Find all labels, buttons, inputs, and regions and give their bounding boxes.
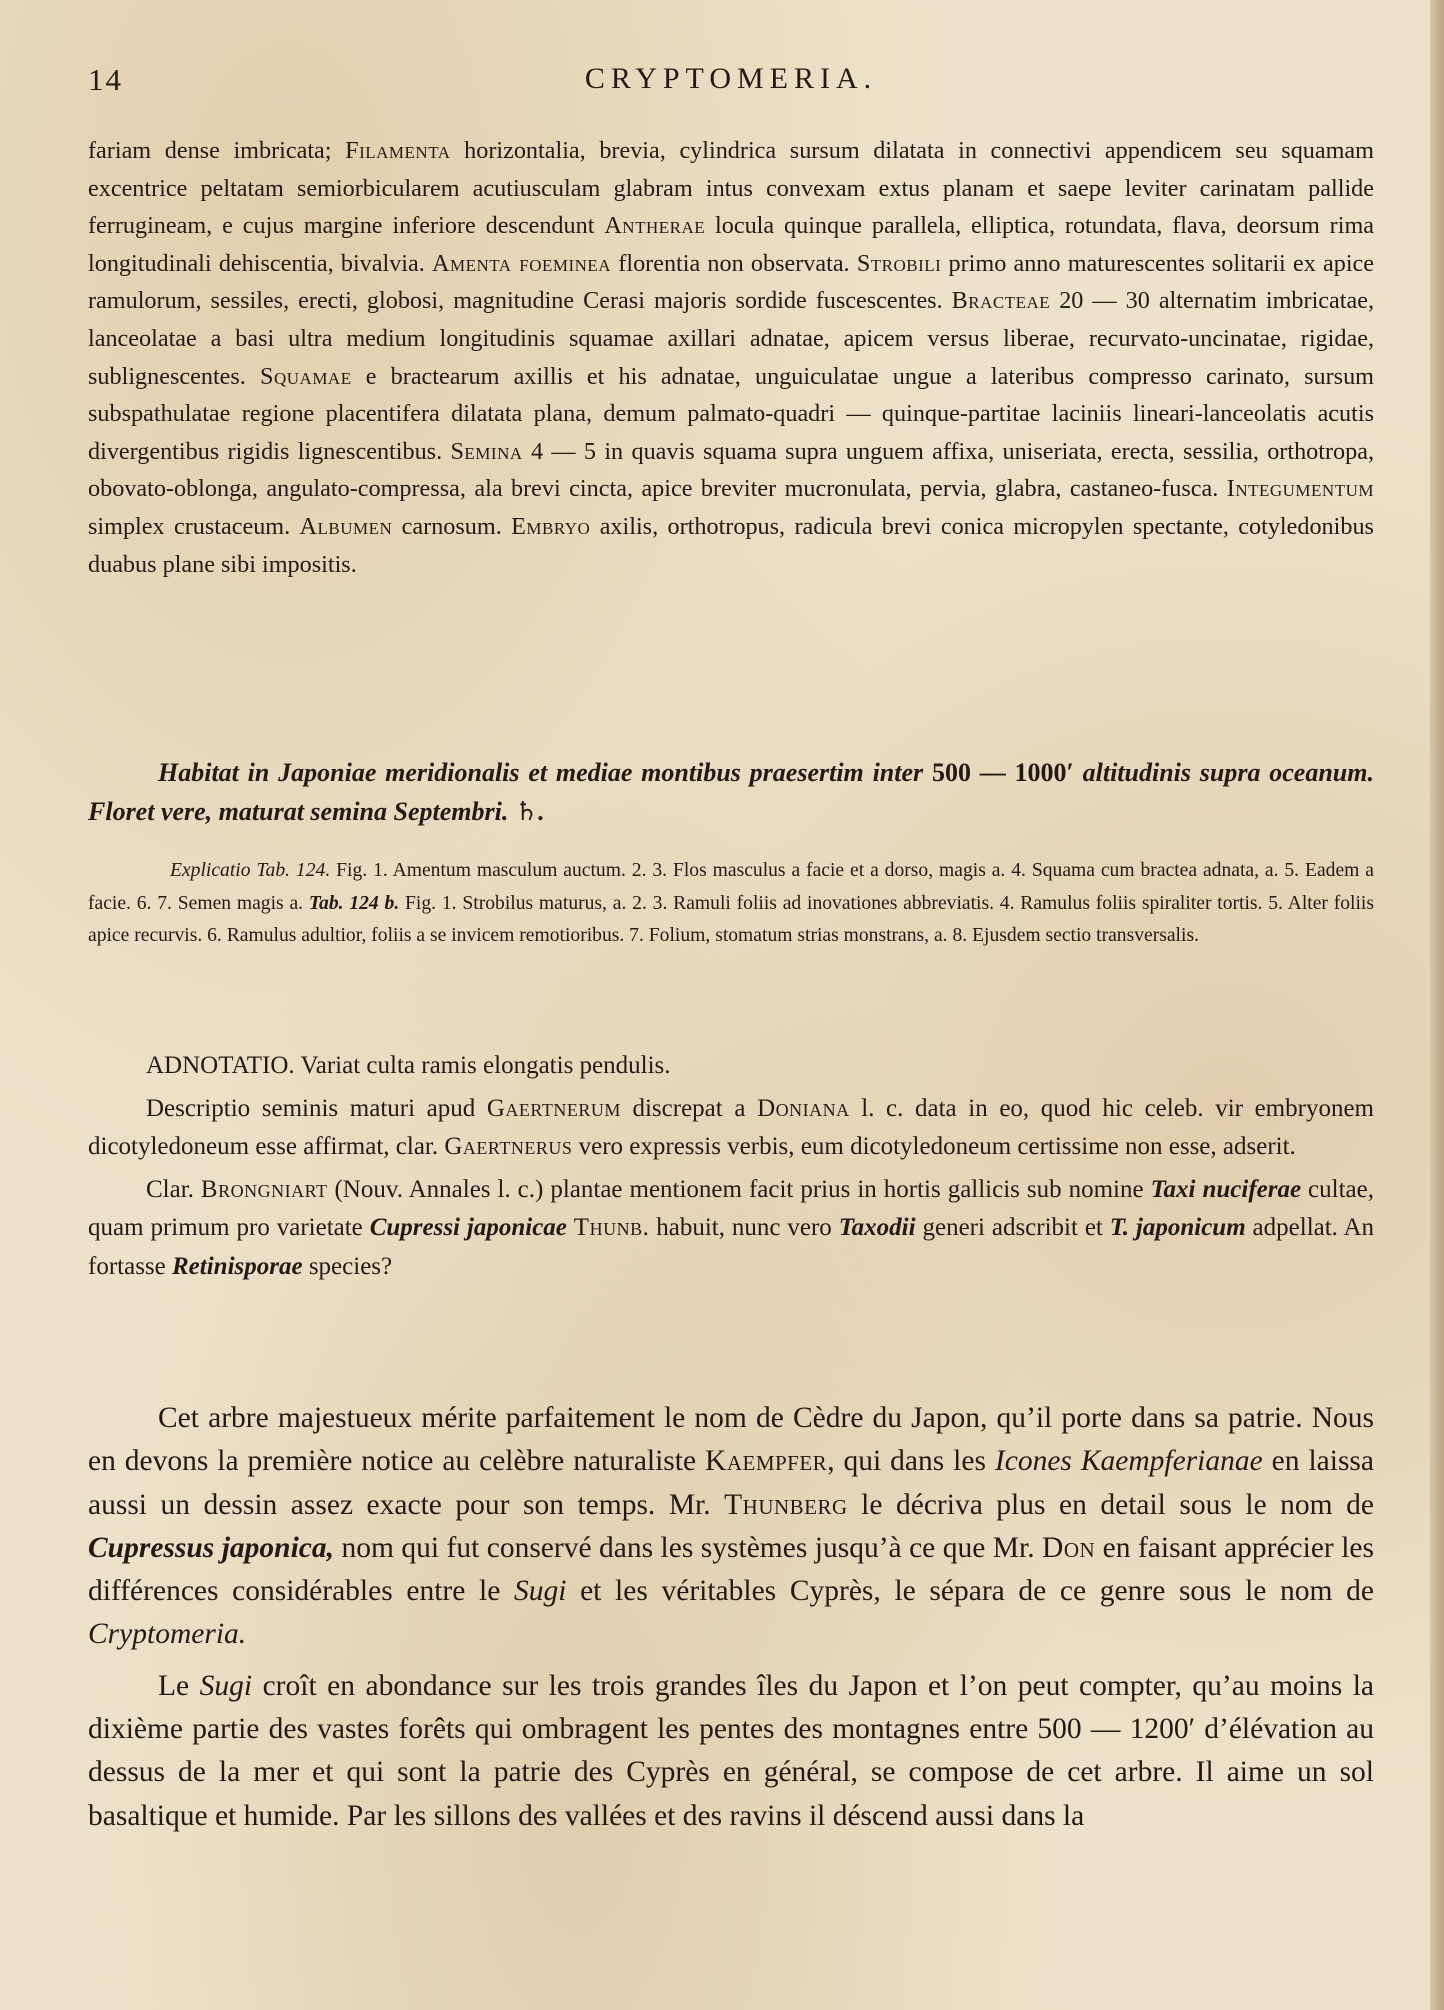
adnotatio-paragraph <box>88 1090 1374 1167</box>
adnotatio-paragraph <box>88 1171 1374 1287</box>
description-text: primo anno maturescentes solitarii ex apice ramulorum, sessiles, erecti, globosi, magnitudine Cerasi majoris sordide fuscescentes. <box>88 249 1375 315</box>
taxon-name: Sugi <box>513 1575 567 1608</box>
author-name: Brongniart <box>200 1175 328 1203</box>
altitude-range: 500 — 1000′ <box>931 758 1074 787</box>
plate-explanation <box>88 855 1374 953</box>
adnotatio-text: generi adscribit et <box>915 1214 1110 1241</box>
french-section <box>88 1397 1374 1846</box>
taxon-name: Sugi <box>199 1669 253 1702</box>
author-name: Gaertnerum <box>486 1094 621 1122</box>
description-text: simplex crustaceum. <box>88 512 300 540</box>
explicatio-text: Fig. 1. Strobilus maturus, a. 2. 3. Ramuli foliis ad inovationes abbreviatis. 4. Ramulus foliis spiraliter tortis. 5. Alter foliis apice recurvis. 6. Ramulus adultior, foliis a se invicem remotioribus. 7. Folium, stomatum strias monstrans, a. 8. Ejusdem sectio transversalis. <box>88 892 1375 946</box>
adnotatio-text: l. c. data in eo, quod hic celeb. vir embryonem dicotyledoneum esse affirmat, clar. <box>88 1094 1374 1160</box>
term-antherae: Antherae <box>604 212 706 240</box>
term-amenta-foeminea: Amenta foeminea <box>432 249 612 277</box>
taxon-name: Cupressi japonicae <box>369 1214 567 1241</box>
term-bracteae: Bracteae <box>951 287 1051 315</box>
taxon-name: T. japonicum <box>1109 1214 1246 1241</box>
author-name: Kaempfer <box>705 1445 828 1478</box>
description-text: carnosum. <box>392 512 512 540</box>
french-text: Cet arbre majestueux mérite parfaitement le nom de Cèdre du Japon, qu’il porte dans sa patrie. Nous en devons la première notice au celèbre naturaliste <box>88 1402 1374 1478</box>
taxon-name: Taxodii <box>838 1214 916 1241</box>
term-semina: Semina <box>450 437 523 465</box>
explicatio-label: Explicatio Tab. 124. <box>170 860 331 881</box>
french-text: en laissa aussi un dessin assez exacte pour son temps. Mr. <box>88 1445 1375 1521</box>
adnotatio-text: Clar. <box>146 1175 201 1203</box>
page-number: 14 <box>88 62 123 97</box>
adnotatio-heading: ADNOTATIO. <box>146 1052 295 1079</box>
french-text: , qui dans les <box>827 1445 995 1478</box>
adnotatio-text: Descriptio seminis maturi apud <box>146 1094 487 1122</box>
adnotatio-text: adpellat. An fortasse <box>88 1214 1375 1280</box>
french-text: le décriva plus en detail sous le nom de <box>847 1488 1374 1521</box>
french-text: croît en abondance sur les trois grandes îles du Japon et l’on peut compter, qu’au moins la dixième partie des vastes forêts qui ombragent les pentes des montagnes entre 500 — 1200′ d’élévation au dessus de la mer et qui sont la patrie des Cyprès en général, se compose de cet arbre. Il aime un sol basaltique et humide. Par les sillons des vallées et des ravins il déscend aussi dans la <box>88 1669 1374 1832</box>
adnotatio-text: species? <box>302 1252 393 1280</box>
author-name: Thunberg <box>724 1488 848 1521</box>
adnotatio-section <box>88 1047 1374 1290</box>
adnotatio-text: (Nouv. Annales l. c.) plantae mentionem facit prius in hortis gallicis sub nomine <box>327 1175 1151 1203</box>
taxon-name: Cupressus japonica, <box>88 1531 334 1564</box>
plate-reference: Tab. 124 b. <box>308 892 400 914</box>
page-edge <box>1430 0 1444 2010</box>
french-text: et les véritables Cyprès, le sépara de ce genre sous le nom de <box>566 1575 1374 1608</box>
adnotatio-text <box>567 1214 574 1241</box>
term-filamenta: Filamenta <box>345 137 451 164</box>
french-text: Le <box>158 1669 200 1702</box>
description-text: 20 — 30 alternatim imbricatae, lanceolatae a basi ultra medium longitudinis squamae axillari adnatae, apicem versus liberae, recurvato-uncinatae, rigidae, sublignescentes. <box>88 287 1374 390</box>
author-name: Gaertnerus <box>444 1133 573 1160</box>
habitat-text: altitudinis supra oceanum. Floret vere, maturat semina Septembri. ♄. <box>88 758 1374 826</box>
habitat-text: Habitat in Japoniae meridionalis et mediae montibus praesertim inter <box>158 758 932 787</box>
french-paragraph <box>88 1397 1374 1657</box>
term-squamae: Squamae <box>260 362 352 390</box>
adnotatio-text: discrepat a <box>620 1094 758 1122</box>
description-text: fariam dense imbricata; <box>88 137 346 164</box>
french-paragraph <box>88 1665 1374 1838</box>
term-albumen: Albumen <box>299 512 393 540</box>
author-name: Don <box>1042 1531 1096 1564</box>
habitat-paragraph <box>88 753 1374 831</box>
latin-description <box>88 132 1374 583</box>
description-text: 4 — 5 in quavis squama supra unguem affixa, uniseriata, erecta, sessilia, orthotropa, obovato-oblonga, angulato-compressa, ala brevi cincta, apice breviter mucronulata, pervia, glabra, castaneo-fusca. <box>88 437 1375 503</box>
adnotatio-paragraph <box>88 1047 1374 1086</box>
adnotatio-text: Variat culta ramis elongatis pendulis. <box>294 1052 671 1079</box>
explicatio-text: Fig. 1. Amentum masculum auctum. 2. 3. Flos masculus a facie et a dorso, magis a. 4. Squama cum bractea adnata, a. 5. Eadem a facie. 6. 7. Semen magis a. <box>88 860 1374 914</box>
adnotatio-text: cultae, quam primum pro varietate <box>88 1175 1374 1241</box>
author-name: Thunb. <box>573 1214 650 1241</box>
running-title: CRYPTOMERIA. <box>584 62 878 95</box>
description-text: locula quinque parallela, elliptica, rotundata, flava, deorsum rima longitudinali dehiscentia, bivalvia. <box>88 212 1375 277</box>
taxon-name: Retinisporae <box>172 1252 303 1280</box>
taxon-name: Taxi nuciferae <box>1150 1175 1302 1203</box>
description-text: e bractearum axillis et his adnatae, unguiculatae ungue a lateribus compresso carinato, sursum subspathulatae regione placentifera dilatata plana, demum palmato-quadri — quinque-partitae laciniis lineari-lanceolatis acutis divergentibus rigidis lignescentibus. <box>88 362 1374 465</box>
term-strobili: Strobili <box>856 249 942 277</box>
description-text: florentia non observata. <box>611 249 857 277</box>
term-integumentum: Integumentum <box>1226 475 1374 503</box>
adnotatio-text: habuit, nunc vero <box>649 1214 839 1241</box>
description-text: horizontalia, brevia, cylindrica sursum dilatata in connectivi appendicem seu squamam excentrice peltatam semiorbicularem acutiusculam glabram intus convexam extus planam et saepe leviter carinatam pallide ferrugineam, e cujus margine inferiore descendunt <box>88 137 1374 240</box>
taxon-name: Cryptomeria. <box>88 1618 247 1651</box>
author-name: Doniana <box>757 1094 850 1122</box>
page-header <box>88 62 1374 102</box>
adnotatio-text: vero expressis verbis, eum dicotyledoneum certissime non esse, adserit. <box>572 1133 1296 1160</box>
french-text: nom qui fut conservé dans les systèmes jusqu’à ce que Mr. <box>333 1531 1043 1564</box>
description-text: axilis, orthotropus, radicula brevi conica micropylen spectante, cotyledonibus duabus plane sibi impositis. <box>88 512 1374 578</box>
term-embryo: Embryo <box>511 512 591 540</box>
french-text: en faisant apprécier les différences considérables entre le <box>88 1531 1374 1608</box>
work-title: Icones Kaempferianae <box>994 1445 1263 1478</box>
